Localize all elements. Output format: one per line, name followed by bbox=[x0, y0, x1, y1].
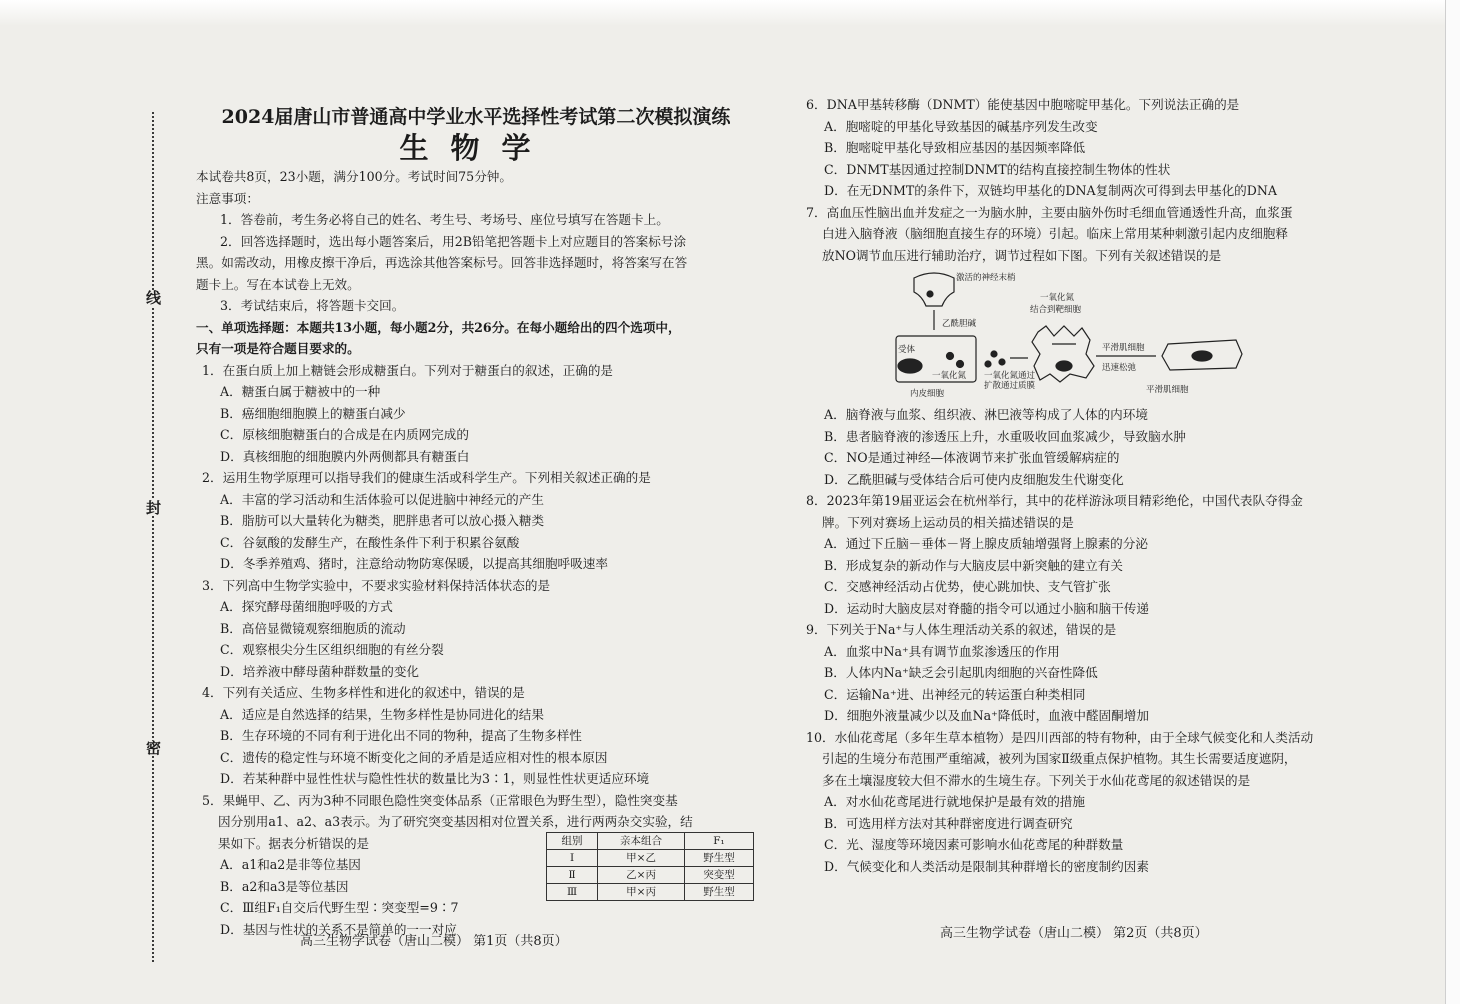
answer-option: A．丰富的学习活动和生活体验可以促进脑中神经元的产生 bbox=[220, 491, 544, 507]
no-molecule bbox=[999, 359, 1005, 365]
question-stem: 果如下。据表分析错误的是 bbox=[218, 835, 370, 851]
q5-cell: Ⅱ bbox=[547, 867, 598, 884]
vesicle bbox=[927, 291, 933, 297]
right-questions-top bbox=[800, 94, 1400, 266]
answer-option: C．原核细胞糖蛋白的合成是在内质网完成的 bbox=[220, 427, 469, 442]
q5-cell: 野生型 bbox=[684, 850, 753, 867]
q5-table-row bbox=[547, 867, 754, 884]
q5-cell: 甲×丙 bbox=[598, 884, 685, 901]
binding-mark-feng: 封 bbox=[146, 499, 162, 517]
answer-option: D．基因与性状的关系不是简单的一一对应 bbox=[220, 921, 457, 937]
answer-option: D．真核细胞的细胞膜内外两侧都具有糖蛋白 bbox=[220, 448, 470, 464]
answer-option: C．光、湿度等环境因素可影响水仙花鸢尾的种群数量 bbox=[824, 837, 1124, 852]
notes-heading: 注意事项： bbox=[196, 190, 259, 206]
question-stem: 引起的生境分布范围严重缩减，被列为国家Ⅱ级重点保护植物。其生长需要适度遮阴， bbox=[822, 751, 1297, 766]
q5-cell: Ⅰ bbox=[547, 850, 598, 867]
q5-table bbox=[546, 832, 754, 901]
question-stem: 牌。下列对赛场上运动员的相关描述错误的是 bbox=[822, 514, 1074, 530]
answer-option: C．遗传的稳定性与环境不断变化之间的矛盾是适应相对性的根本原因 bbox=[220, 749, 608, 765]
right-questions-bottom bbox=[800, 404, 1400, 877]
endothelial-nucleus bbox=[898, 359, 922, 373]
question-stem: 因分别用a1、a2、a3表示。为了研究突变基因相对位置关系，进行两两杂交实验，结 bbox=[218, 814, 693, 829]
answer-option: D．培养液中酵母菌种群数量的变化 bbox=[220, 663, 420, 679]
answer-option: C．Ⅲ组F₁自交后代野生型∶突变型=9∶7 bbox=[220, 900, 459, 915]
no-molecule bbox=[991, 351, 997, 357]
answer-option: D．运动时大脑皮层对脊髓的指令可以通过小脑和脑干传递 bbox=[824, 600, 1149, 616]
answer-option: C．NO是通过神经—体液调节来扩张血管缓解病症的 bbox=[824, 450, 1120, 465]
exam-subject: 生物学 bbox=[399, 131, 553, 165]
nerve-ending-shape bbox=[914, 273, 954, 306]
note-line: 2．回答选择题时，选出每小题答案后，用2B铅笔把答题卡上对应题目的答案标号涂 bbox=[220, 233, 687, 249]
scan-top-edge bbox=[0, 0, 1460, 26]
note-line: 1．答卷前，考生务必将自己的姓名、考生号、考场号、座位号填写在答题卡上。 bbox=[220, 212, 669, 227]
section-heading-cont: 只有一项是符合题目要求的。 bbox=[196, 341, 360, 356]
q5-table-row bbox=[547, 884, 754, 901]
label-no-bind-2: 结合到靶细胞 bbox=[1030, 305, 1082, 315]
contracted-smooth-muscle-cell bbox=[1032, 326, 1094, 382]
binding-mark-xian: 线 bbox=[146, 289, 162, 307]
q5-cell: 甲×乙 bbox=[598, 850, 685, 867]
no-molecule bbox=[947, 353, 954, 360]
label-receptor: 受体 bbox=[898, 345, 916, 355]
q5-th-group: 组别 bbox=[547, 833, 598, 850]
label-no-bind-1: 一氧化氮 bbox=[1040, 293, 1075, 303]
answer-option: C．观察根尖分生区组织细胞的有丝分裂 bbox=[220, 642, 444, 657]
answer-option: A．对水仙花鸢尾进行就地保护是最有效的措施 bbox=[824, 794, 1085, 809]
left-page bbox=[196, 104, 756, 940]
note-line: 黑。如需改动，用橡皮擦干净后，再选涂其他答案标号。回答非选择题时，将答案写在答 bbox=[196, 255, 688, 270]
exam-intro: 本试卷共8页，23小题，满分100分。考试时间75分钟。 bbox=[196, 169, 512, 184]
answer-option: A．通过下丘脑－垂体－肾上腺皮质轴增强肾上腺素的分泌 bbox=[824, 536, 1148, 551]
page-footer-right: 高三生物学试卷（唐山二模） 第2页（共8页） bbox=[940, 926, 1208, 941]
answer-option: A．适应是自然选择的结果，生物多样性是协同进化的结果 bbox=[220, 706, 544, 722]
question-stem: 放NO调节血压进行辅助治疗，调节过程如下图。下列有关叙述错误的是 bbox=[822, 247, 1222, 263]
answer-option: B．a2和a3是等位基因 bbox=[220, 878, 349, 894]
answer-option: A．脑脊液与血浆、组织液、淋巴液等构成了人体的内环境 bbox=[824, 407, 1148, 422]
answer-option: A．胞嘧啶的甲基化导致基因的碱基序列发生改变 bbox=[824, 118, 1098, 134]
answer-option: D．冬季养殖鸡、猪时，注意给动物防寒保暖，以提高其细胞呼吸速率 bbox=[220, 556, 608, 571]
answer-option: A．糖蛋白属于糖被中的一种 bbox=[220, 384, 381, 399]
q5-th-f1: F₁ bbox=[684, 833, 753, 850]
q5-cell: Ⅲ bbox=[547, 884, 598, 901]
q5-cell: 野生型 bbox=[684, 884, 753, 901]
answer-option: B．脂肪可以大量转化为糖类，肥胖患者可以放心摄入糖类 bbox=[220, 513, 545, 528]
answer-option: B．人体内Na⁺缺乏会引起肌肉细胞的兴奋性降低 bbox=[824, 665, 1098, 680]
no-molecule bbox=[957, 361, 964, 368]
answer-option: B．癌细胞细胞膜上的糖蛋白减少 bbox=[220, 405, 406, 421]
answer-option: C．交感神经活动占优势，使心跳加快、支气管扩张 bbox=[824, 579, 1111, 594]
relaxed-nucleus bbox=[1192, 351, 1212, 361]
answer-option: A．探究酵母菌细胞呼吸的方式 bbox=[220, 599, 393, 614]
q5-table-header-row bbox=[547, 833, 754, 850]
note-line: 题卡上。写在本试卷上无效。 bbox=[196, 276, 360, 292]
binding-mark-mi: 密 bbox=[146, 739, 162, 757]
page-footer-left: 高三生物学试卷（唐山二模） 第1页（共8页） bbox=[300, 934, 568, 949]
label-no-synthase: 一氧化氮 bbox=[932, 371, 967, 381]
answer-option: B．形成复杂的新动作与大脑皮层中新突触的建立有关 bbox=[824, 557, 1123, 573]
question-stem: 10．水仙花鸢尾（多年生草本植物）是四川西部的特有物种，由于全球气候变化和人类活动 bbox=[806, 729, 1314, 745]
question-stem: 多在土壤湿度较大但不滞水的生境生存。下列关于水仙花鸢尾的叙述错误的是 bbox=[822, 772, 1251, 788]
question-stem: 9．下列关于Na⁺与人体生理活动关系的叙述，错误的是 bbox=[806, 622, 1117, 637]
label-endothelial: 内皮细胞 bbox=[910, 389, 945, 399]
question-stem: 6．DNA甲基转移酶（DNMT）能使基因中胞嘧啶甲基化。下列说法正确的是 bbox=[806, 97, 1240, 112]
note-line: 3．考试结束后，将答题卡交回。 bbox=[220, 298, 405, 313]
q7-diagram bbox=[890, 270, 1250, 402]
question-stem: 4．下列有关适应、生物多样性和进化的叙述中，错误的是 bbox=[202, 685, 525, 700]
answer-option: B．高倍显微镜观察细胞质的流动 bbox=[220, 620, 406, 636]
answer-option: A．血浆中Na⁺具有调节血浆渗透压的作用 bbox=[824, 643, 1060, 659]
right-page bbox=[800, 94, 1400, 266]
question-stem: 5．果蝇甲、乙、丙为3种不同眼色隐性突变体品系（正常眼色为野生型），隐性突变基 bbox=[202, 792, 678, 808]
q5-cell: 突变型 bbox=[684, 867, 753, 884]
label-smooth-cell: 平滑肌细胞 bbox=[1146, 385, 1189, 395]
answer-option: D．在无DNMT的条件下，双链均甲基化的DNA复制两次可得到去甲基化的DNA bbox=[824, 183, 1277, 198]
question-stem: 1．在蛋白质上加上糖链会形成糖蛋白。下列对于糖蛋白的叙述，正确的是 bbox=[202, 362, 614, 378]
answer-option: C．谷氨酸的发酵生产，在酸性条件下利于积累谷氨酸 bbox=[220, 534, 520, 550]
question-stem: 3．下列高中生物学实验中，不要求实验材料保持活体状态的是 bbox=[202, 577, 551, 593]
answer-option: B．可选用样方法对其种群密度进行调查研究 bbox=[824, 815, 1073, 831]
answer-option: D．细胞外液量减少以及血Na⁺降低时，血液中醛固酮增加 bbox=[824, 708, 1149, 723]
question-stem: 8．2023年第19届亚运会在杭州举行，其中的花样游泳项目精彩绝伦，中国代表队夺得金 bbox=[806, 493, 1303, 508]
exam-title: 2024届唐山市普通高中学业水平选择性考试第二次模拟演练 bbox=[221, 106, 731, 128]
question-stem: 白进入脑脊液（脑细胞直接生存的环境）引起。临床上常用某种刺激引起内皮细胞释 bbox=[822, 226, 1288, 241]
q5-th-parents: 亲本组合 bbox=[598, 833, 685, 850]
answer-option: D．若某种群中显性性状与隐性性状的数量比为3∶1，则显性性状更适应环境 bbox=[220, 771, 650, 786]
answer-option: C．运输Na⁺进、出神经元的转运蛋白种类相同 bbox=[824, 686, 1086, 702]
q5-cell: 乙×丙 bbox=[598, 867, 685, 884]
label-acetylcholine: 乙酰胆碱 bbox=[942, 319, 977, 329]
no-molecule bbox=[985, 361, 991, 367]
answer-option: C．DNMT基因通过控制DNMT的结构直接控制生物体的性状 bbox=[824, 161, 1171, 177]
q5-table-row bbox=[547, 850, 754, 867]
section-heading: 一、单项选择题：本题共13小题，每小题2分，共26分。在每小题给出的四个选项中， bbox=[196, 319, 681, 335]
question-stem: 2．运用生物学原理可以指导我们的健康生活或科学生产。下列相关叙述正确的是 bbox=[202, 470, 651, 485]
answer-option: A．a1和a2是非等位基因 bbox=[220, 857, 361, 872]
label-nerve-ending: 激活的神经末梢 bbox=[956, 273, 1016, 283]
label-no-diffusion-2: 扩散通过质膜 bbox=[984, 381, 1036, 391]
question-stem: 7．高血压性脑出血并发症之一为脑水肿，主要由脑外伤时毛细血管通透性升高，血浆蛋 bbox=[806, 204, 1293, 220]
answer-option: D．乙酰胆碱与受体结合后可使内皮细胞发生代谢变化 bbox=[824, 471, 1124, 487]
answer-option: B．胞嘧啶甲基化导致相应基因的基因频率降低 bbox=[824, 140, 1086, 155]
answer-option: B．生存环境的不同有利于进化出不同的物种，提高了生物多样性 bbox=[220, 728, 582, 743]
scan-right-edge bbox=[1445, 0, 1460, 1004]
label-no-diffusion-1: 一氧化氮通过 bbox=[984, 371, 1036, 381]
label-relax-1: 平滑肌细胞 bbox=[1102, 343, 1145, 353]
smooth-muscle-nucleus bbox=[1056, 361, 1072, 371]
answer-option: B．患者脑脊液的渗透压上升，水重吸收回血浆减少，导致脑水肿 bbox=[824, 428, 1186, 444]
label-relax-2: 迅速松弛 bbox=[1102, 363, 1137, 373]
answer-option: D．气候变化和人类活动是限制其种群增长的密度制约因素 bbox=[824, 858, 1149, 874]
binding-line bbox=[152, 112, 154, 962]
right-page-lower bbox=[800, 404, 1400, 877]
